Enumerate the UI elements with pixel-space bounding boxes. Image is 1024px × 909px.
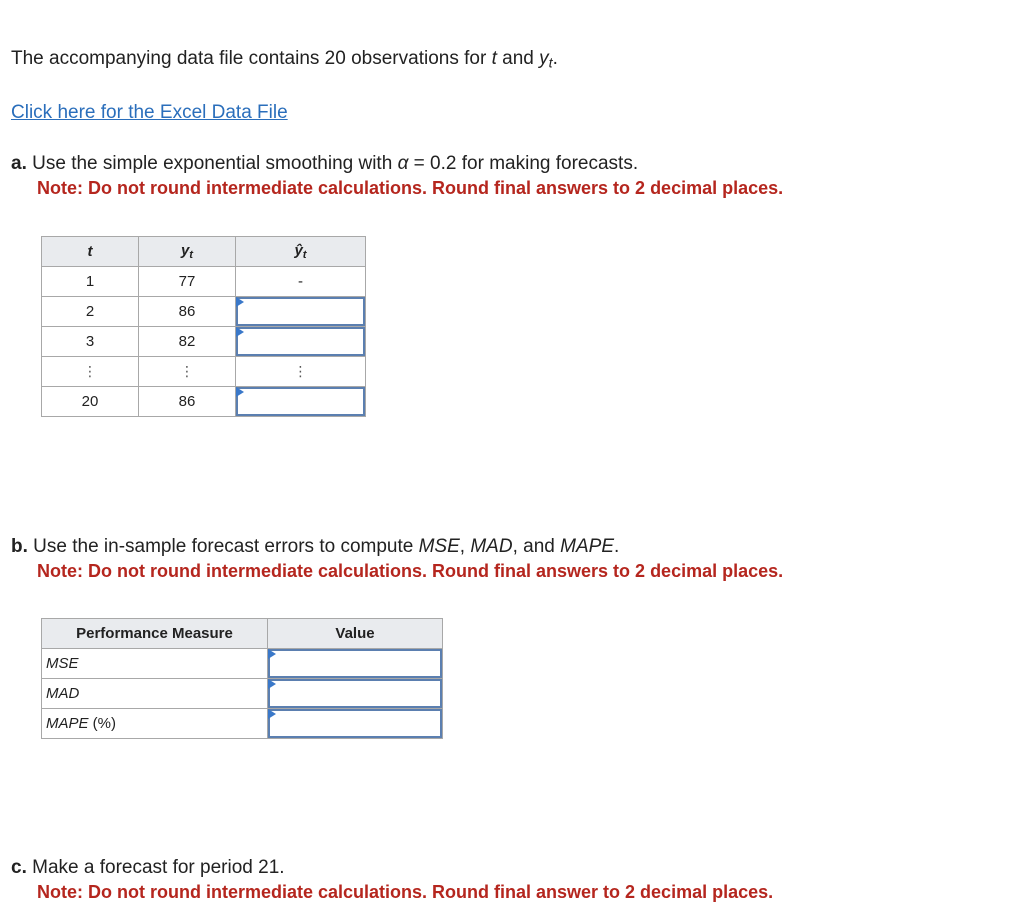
answer-flag-icon <box>268 679 276 689</box>
table-row <box>42 679 443 709</box>
part-b-text-end: . <box>614 536 620 557</box>
measure-suffix: (%) <box>88 715 117 732</box>
part-c <box>11 856 773 904</box>
header-yhat-label: ŷ <box>294 242 303 260</box>
header-yhat <box>236 237 366 267</box>
mse-input[interactable] <box>268 649 442 678</box>
intro-text-end: . <box>552 48 558 69</box>
cell-y: 86 <box>139 297 236 327</box>
measure-name: MAPE <box>46 715 89 732</box>
vertical-ellipsis-icon: ⋮ <box>139 357 236 387</box>
answer-flag-icon <box>236 327 244 337</box>
measure-name: MAD <box>46 685 80 702</box>
cell-value <box>268 649 443 679</box>
measure-label-mape <box>42 709 268 739</box>
vertical-ellipsis-icon: ⋮ <box>42 357 139 387</box>
cell-y: 86 <box>139 387 236 417</box>
cell-y: 82 <box>139 327 236 357</box>
measure-label-mse <box>42 649 268 679</box>
table-row <box>42 709 443 739</box>
part-a-label: a. <box>11 153 27 174</box>
part-a-note: Note: Do not round intermediate calculations. Round final answers to 2 decimal places. <box>37 178 784 198</box>
performance-table-header <box>42 619 443 649</box>
forecast-table-header <box>42 237 366 267</box>
answer-flag-icon <box>268 649 276 659</box>
part-b-mse: MSE <box>418 536 460 557</box>
intro-text-and: and <box>496 48 540 69</box>
part-c-label: c. <box>11 857 27 878</box>
header-value: Value <box>268 619 443 649</box>
table-row <box>42 649 443 679</box>
part-a-text-before: Use the simple exponential smoothing with <box>26 153 398 174</box>
cell-t: 1 <box>42 267 139 297</box>
mad-input[interactable] <box>268 679 442 708</box>
header-yhat-sub: t <box>302 248 307 261</box>
cell-t: 3 <box>42 327 139 357</box>
part-b-note: Note: Do not round intermediate calculations. Round final answers to 2 decimal places. <box>37 561 784 581</box>
header-t <box>42 237 139 267</box>
header-y <box>139 237 236 267</box>
part-a-text-after: = 0.2 for making forecasts. <box>408 153 639 174</box>
part-b-label: b. <box>11 536 28 557</box>
intro-var-y-sub: t <box>548 55 553 72</box>
part-b-text-before: Use the in-sample forecast errors to compute <box>27 536 419 557</box>
forecast-table <box>41 236 366 417</box>
part-a <box>11 152 783 200</box>
part-c-note: Note: Do not round intermediate calculations. Round final answer to 2 decimal places. <box>37 882 774 902</box>
answer-flag-icon <box>236 387 244 397</box>
header-t-label: t <box>87 243 93 260</box>
intro-text <box>11 47 558 76</box>
vertical-ellipsis-icon: ⋮ <box>236 357 366 387</box>
table-row <box>42 327 366 357</box>
part-b <box>11 535 783 583</box>
part-b-mape: MAPE <box>560 536 614 557</box>
part-c-text: Make a forecast for period 21. <box>26 857 285 878</box>
cell-yhat: - <box>236 267 366 297</box>
intro-text-before: The accompanying data file contains 20 observations for <box>11 48 492 69</box>
part-b-question <box>11 535 783 559</box>
cell-yhat <box>236 327 366 357</box>
part-b-sep1: , <box>459 536 471 557</box>
measure-name: MSE <box>46 655 79 672</box>
mape-input[interactable] <box>268 709 442 738</box>
table-row <box>42 387 366 417</box>
cell-value <box>268 709 443 739</box>
forecast-input-t2[interactable] <box>236 297 365 326</box>
cell-yhat <box>236 297 366 327</box>
intro-var-y: y <box>539 48 549 69</box>
cell-value <box>268 679 443 709</box>
answer-flag-icon <box>268 709 276 719</box>
header-y-sub: t <box>189 248 194 261</box>
header-performance-measure: Performance Measure <box>42 619 268 649</box>
alpha-symbol: α <box>397 153 409 174</box>
forecast-input-t3[interactable] <box>236 327 365 356</box>
part-b-mad: MAD <box>470 536 513 557</box>
part-a-question <box>11 152 783 176</box>
table-row <box>42 297 366 327</box>
cell-yhat <box>236 387 366 417</box>
part-b-sep2: , and <box>512 536 561 557</box>
cell-y: 77 <box>139 267 236 297</box>
excel-data-link[interactable]: Click here for the Excel Data File <box>11 102 288 123</box>
cell-t: 2 <box>42 297 139 327</box>
cell-t: 20 <box>42 387 139 417</box>
header-y-label: y <box>180 242 190 260</box>
table-row <box>42 357 366 387</box>
performance-table <box>41 618 443 739</box>
part-c-question <box>11 856 773 880</box>
intro-var-t: t <box>491 48 497 69</box>
measure-label-mad <box>42 679 268 709</box>
answer-flag-icon <box>236 297 244 307</box>
table-row <box>42 267 366 297</box>
forecast-input-t20[interactable] <box>236 387 365 416</box>
